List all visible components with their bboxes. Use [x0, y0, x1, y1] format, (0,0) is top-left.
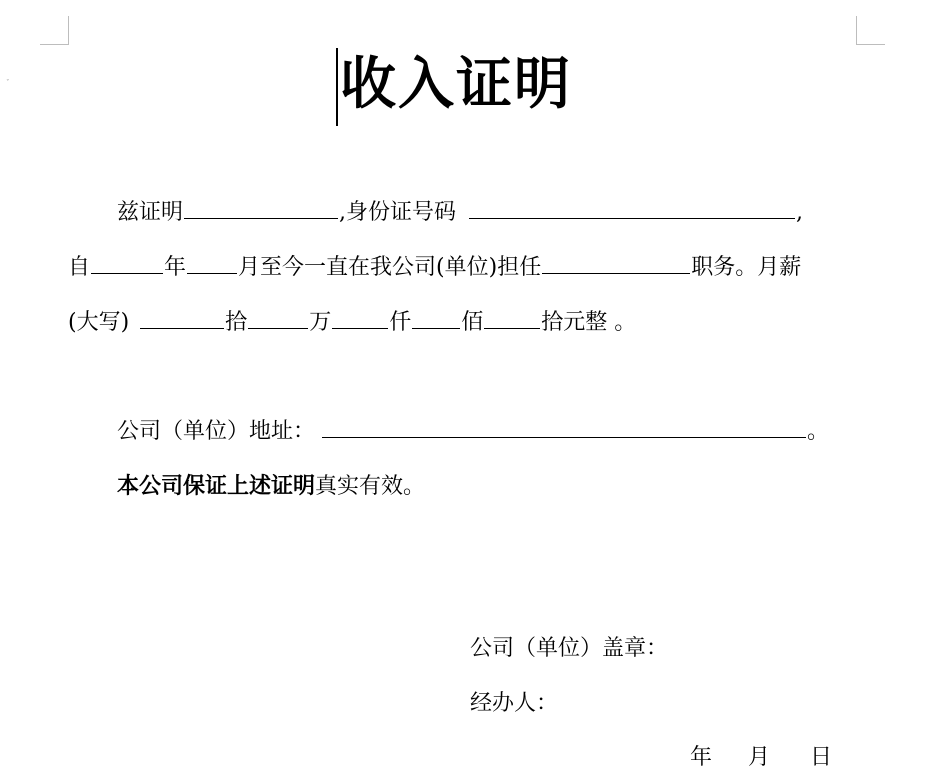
text-position-salary: 职务。月薪 — [691, 255, 802, 280]
guarantee-line[interactable] — [117, 471, 425, 502]
handler-label: 经办人： — [470, 691, 559, 716]
date-year-label: 年 — [690, 745, 713, 770]
address-label: 公司（单位）地址： — [117, 419, 316, 444]
page-corner-top-right-marker — [856, 16, 885, 45]
start-month-blank[interactable] — [187, 251, 237, 274]
paragraph-line-1[interactable] — [117, 196, 803, 228]
guarantee-normal-text: 真实有效。 — [315, 474, 426, 499]
paragraph-line-3[interactable] — [68, 306, 636, 338]
paragraph-line-2[interactable] — [68, 251, 801, 283]
date-month-label: 月 — [748, 745, 771, 770]
text-shi: 拾 — [225, 310, 248, 335]
page-corner-top-left-marker — [40, 16, 69, 45]
salary-shiwan-blank[interactable] — [140, 306, 224, 329]
text-salary-end: 拾元整 。 — [541, 310, 637, 335]
salary-qian-blank[interactable] — [332, 306, 388, 329]
handler-line[interactable] — [470, 689, 558, 719]
position-blank[interactable] — [542, 251, 690, 274]
address-end: 。 — [807, 419, 830, 444]
name-blank[interactable] — [184, 196, 338, 219]
text-qian: 仟 — [389, 310, 412, 335]
text-cursor — [336, 48, 338, 126]
salary-bai-blank[interactable] — [412, 306, 460, 329]
text-certify-prefix: 兹证明 — [117, 200, 184, 225]
text-year: 年 — [164, 255, 187, 280]
salary-wan-blank[interactable] — [248, 306, 308, 329]
text-daxie: (大写) — [68, 310, 130, 335]
text-wan: 万 — [309, 310, 332, 335]
text-line1-end: , — [796, 200, 804, 225]
document-title[interactable]: 收入证明 — [340, 52, 572, 117]
stamp-line[interactable] — [470, 634, 668, 664]
ruler-indent-marker-icon: ˇ — [6, 79, 10, 87]
text-bai: 佰 — [461, 310, 484, 335]
text-id-label: ,身份证号码 — [339, 200, 457, 225]
address-line[interactable] — [117, 415, 829, 447]
company-stamp-label: 公司（单位）盖章： — [470, 636, 669, 661]
guarantee-bold-text: 本公司保证上述证明 — [117, 473, 316, 499]
start-year-blank[interactable] — [91, 251, 163, 274]
id-number-blank[interactable] — [469, 196, 795, 219]
text-from: 自 — [68, 255, 91, 280]
address-blank[interactable] — [322, 415, 806, 438]
date-line[interactable] — [690, 743, 832, 773]
salary-shi-blank[interactable] — [484, 306, 540, 329]
date-day-label: 日 — [810, 745, 833, 770]
text-employment: 月至今一直在我公司(单位)担任 — [238, 255, 542, 280]
